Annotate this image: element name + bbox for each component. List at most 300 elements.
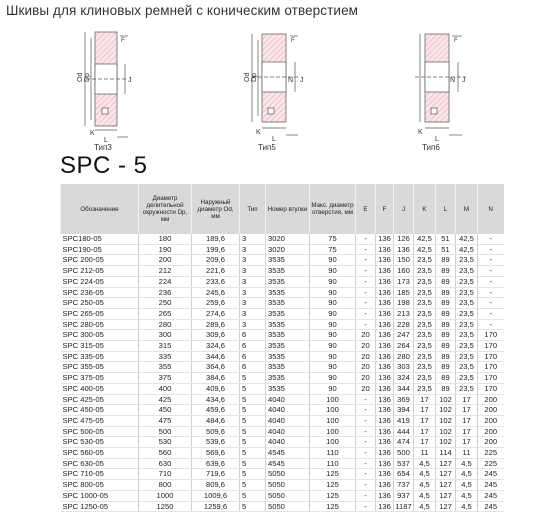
table-cell: - [356,394,376,405]
table-cell: 364,6 [192,362,240,373]
table-cell: 136 [376,276,394,287]
table-cell: 5 [240,415,266,426]
table-cell: 136 [376,362,394,373]
table-cell: 100 [310,394,356,405]
table-cell: 89 [436,298,456,309]
table-cell: 225 [478,458,504,469]
table-cell: - [356,437,376,448]
table-cell: 126 [394,234,414,244]
table-cell: 42,5 [414,234,436,244]
pulley-diagrams [0,24,560,152]
table-cell: 23,5 [456,341,478,352]
diagram-label-type6: Тип6 [422,143,440,152]
table-cell: 17 [456,394,478,405]
table-cell: 89 [436,255,456,266]
table-cell: 324 [394,373,414,384]
table-cell: 800 [139,480,192,491]
table-cell: 5 [240,405,266,416]
table-cell: 236 [139,287,192,298]
table-cell: 185 [394,287,414,298]
table-cell: 630 [139,458,192,469]
table-cell: 1187 [395,501,412,511]
table-cell: 209,6 [192,255,240,266]
table-cell: 136 [376,426,394,437]
table-cell: 136 [376,469,394,480]
table-cell: 3 [240,319,266,330]
table-cell: 1250 [139,501,192,512]
table-cell: 89 [436,383,456,394]
table-cell: 5 [240,501,266,512]
table-cell: 3535 [266,266,310,277]
table-cell: 4,5 [456,469,478,480]
table-cell: 809,6 [192,480,240,491]
table-cell: 127 [436,480,456,491]
table-cell: 89 [436,308,456,319]
table-cell: 198 [394,298,414,309]
table-cell: - [356,308,376,319]
table-cell: - [478,244,504,255]
table-cell: 136 [376,298,394,309]
table-cell: 228 [394,319,414,330]
table-cell: 23,5 [456,351,478,362]
table-cell: 20 [356,351,376,362]
table-cell: 937 [394,490,414,501]
table-cell: 90 [310,266,356,277]
spec-table [60,184,504,512]
table-cell: 23,5 [456,383,478,394]
table-cell: 136 [376,244,394,255]
table-cell: 5 [240,480,266,491]
table-cell: 136 [376,234,394,244]
table-cell: SPC 315-05 [61,341,139,352]
table-cell: 245 [478,480,504,491]
table-cell: - [478,266,504,277]
table-cell: 5050 [266,501,310,512]
dim-f-3: F [454,38,458,44]
table-cell: SPC 375-05 [61,373,139,384]
table-cell: SPC 300-05 [61,330,139,341]
table-cell: 90 [310,330,356,341]
table-row [61,426,504,437]
table-cell: 3020 [266,234,310,244]
table-cell: 23,5 [456,373,478,384]
table-cell: 4040 [266,415,310,426]
table-cell: 5 [240,458,266,469]
table-cell: 5 [240,373,266,384]
table-cell: 3535 [266,287,310,298]
table-cell: - [478,234,504,244]
table-cell: 189,6 [192,234,240,244]
table-cell: 102 [436,394,456,405]
dim-l-2: L [272,136,276,143]
table-cell: SPC 400-05 [61,383,139,394]
table-cell: 20 [356,362,376,373]
table-cell: - [478,287,504,298]
table-cell: 170 [478,341,504,352]
table-cell: 17 [414,437,436,448]
table-cell: 136 [394,244,414,255]
table-cell: - [356,469,376,480]
table-cell: 4,5 [414,458,436,469]
table-cell: 136 [376,373,394,384]
table-cell: 3535 [266,362,310,373]
table-cell: 409,6 [192,383,240,394]
table-cell: 125 [310,469,356,480]
table-cell: 90 [310,255,356,266]
table-cell: SPC 560-05 [61,448,139,459]
table-cell: 90 [310,373,356,384]
table-cell: 5 [240,394,266,405]
table-cell: 400 [139,383,192,394]
table-cell: 344 [394,383,414,394]
col-header-outer-diameter: Наружный диаметр Od, мм [192,184,240,234]
table-cell: 5 [240,426,266,437]
table-cell: SPC 1250-05 [61,501,139,512]
table-cell: 20 [356,383,376,394]
table-cell: 170 [478,383,504,394]
table-cell: 23,5 [414,373,436,384]
table-cell: 3 [240,244,266,255]
table-cell: 474 [394,437,414,448]
table-cell: 3535 [266,308,310,319]
table-cell: 5050 [266,490,310,501]
table-cell: 1009,6 [192,490,240,501]
table-cell: 23,5 [414,266,436,277]
table-row [61,458,504,469]
table-row [61,373,504,384]
table-cell: 200 [139,255,192,266]
table-cell: 136 [376,394,394,405]
table-cell: 4040 [266,426,310,437]
table-cell: 136 [376,415,394,426]
table-cell: 737 [394,480,414,491]
table-cell: 11 [456,448,478,459]
table-cell: SPC 450-05 [61,405,139,416]
table-row [61,319,504,330]
table-cell: 90 [310,308,356,319]
table-cell: 102 [436,437,456,448]
table-cell: 136 [376,287,394,298]
table-cell: 23,5 [456,308,478,319]
table-cell: 265 [139,308,192,319]
table-cell: 639,6 [192,458,240,469]
table-cell: 221,6 [192,266,240,277]
table-cell: 17 [414,426,436,437]
table-cell: SPC 425-05 [61,394,139,405]
table-body [61,234,504,512]
col-header-pitch-diameter: Диаметр делительной окружности Dp, мм [139,184,192,234]
table-cell: 394 [394,405,414,416]
table-cell: 23,5 [414,351,436,362]
table-cell: 23,5 [456,255,478,266]
table-cell: 90 [310,319,356,330]
table-cell: 654 [394,469,414,480]
col-header-max-bore: Макс. диаметр отверстия, мм [310,184,356,234]
dim-f-1: F [121,38,125,44]
table-cell: 100 [310,405,356,416]
table-cell: 309,6 [192,330,240,341]
table-cell: - [356,501,376,512]
col-header-j: J [394,184,414,234]
table-cell: 20 [356,373,376,384]
table-row [61,383,504,394]
table-row [61,469,504,480]
dim-od-1: Od [77,72,84,82]
table-cell: 5050 [266,480,310,491]
table-cell: 3535 [266,330,310,341]
table-row [61,234,504,244]
table-cell: 375 [139,373,192,384]
table-cell: 250 [139,298,192,309]
table-cell: 264 [394,341,414,352]
table-cell: 4,5 [414,469,436,480]
table-cell: 90 [310,362,356,373]
table-row [61,480,504,491]
table-cell: 3535 [266,383,310,394]
table-cell: 4,5 [414,480,436,491]
diagram-label-type5: Тип5 [258,143,276,152]
table-cell: 1000 [139,490,192,501]
table-cell: 719,6 [192,469,240,480]
col-header-f: F [376,184,394,234]
table-row [61,276,504,287]
table-cell: 369 [394,394,414,405]
table-cell: 4040 [266,437,310,448]
diagram-label-type3: Тип3 [94,143,112,152]
table-cell: 245 [478,469,504,480]
table-cell: 3 [240,276,266,287]
table-cell: 259,6 [192,298,240,309]
table-row [61,308,504,319]
table-cell: 3 [240,287,266,298]
table-cell: 4545 [266,458,310,469]
table-cell: 300 [139,330,192,341]
table-cell: 23,5 [414,276,436,287]
table-cell: 90 [310,351,356,362]
table-cell: 75 [310,234,356,244]
dim-j-2: J [300,77,304,84]
table-cell: 5 [240,437,266,448]
table-cell: - [356,266,376,277]
table-cell: - [478,298,504,309]
table-cell: 136 [376,437,394,448]
table-cell: 170 [478,373,504,384]
table-cell: SPC 212-05 [61,266,139,277]
table-cell: 136 [376,383,394,394]
table-cell: 200 [478,394,504,405]
table-cell: 23,5 [456,276,478,287]
table-cell: 23,5 [456,330,478,341]
dim-n-3: N [450,77,456,84]
table-cell: 90 [310,341,356,352]
table-cell: 20 [356,330,376,341]
table-cell: 450 [139,405,192,416]
table-cell: 4545 [266,448,310,459]
table-cell: 160 [394,266,414,277]
table-cell: - [356,298,376,309]
table-cell: 136 [376,255,394,266]
table-cell: - [478,255,504,266]
table-cell: 344,6 [192,351,240,362]
table-cell: 125 [310,490,356,501]
table-cell: 110 [310,458,356,469]
table-cell: - [356,480,376,491]
table-cell: 560 [139,448,192,459]
diagram-type3 [85,32,128,137]
table-cell: 3 [240,266,266,277]
table-cell: 150 [394,255,414,266]
dim-dp-2: Dp [251,73,258,82]
table-cell: 136 [376,405,394,416]
table-cell: 245 [478,490,504,501]
table-cell: 3535 [266,255,310,266]
col-header-bushing: Номер втулки [266,184,310,234]
table-cell: SPC 800-05 [61,480,139,491]
table-cell: 170 [478,362,504,373]
table-cell: 102 [436,426,456,437]
table-row [61,437,504,448]
table-cell: 100 [310,415,356,426]
table-cell: 335 [139,351,192,362]
table-cell: - [478,276,504,287]
table-cell: 89 [436,319,456,330]
table-cell: 23,5 [414,362,436,373]
table-header-row [61,184,504,234]
table-cell: 6 [240,330,266,341]
table-cell: 17 [456,437,478,448]
table-cell: 11 [414,448,436,459]
table-cell: 710 [139,469,192,480]
table-cell: 102 [436,415,456,426]
dim-k-2: K [256,129,261,136]
table-row [61,351,504,362]
table-cell: - [356,255,376,266]
table-row [61,287,504,298]
table-row [61,341,504,352]
table-cell: 136 [376,308,394,319]
table-cell: 3 [240,255,266,266]
table-cell: 4,5 [456,458,478,469]
table-cell: - [356,426,376,437]
col-header-k: K [414,184,436,234]
table-cell: 4040 [266,394,310,405]
dim-od-2: Od [244,72,251,82]
table-cell: 23,5 [414,308,436,319]
table-cell: 200 [478,426,504,437]
table-cell: 3 [240,298,266,309]
table-cell: 6 [240,341,266,352]
table-cell: 23,5 [456,319,478,330]
table-cell: - [356,319,376,330]
table-cell: 3535 [266,351,310,362]
spec-table-wrapper [60,184,503,512]
table-cell: SPC 500-05 [61,426,139,437]
table-cell: 17 [456,415,478,426]
table-cell: 89 [436,341,456,352]
table-cell: 200 [478,415,504,426]
table-cell: 233,6 [192,276,240,287]
table-cell: 42,5 [456,234,478,244]
table-cell: 136 [376,490,394,501]
table-cell: 180 [139,234,192,244]
table-cell: 136 [376,501,394,512]
model-heading: SPC - 5 [60,152,148,179]
table-cell: 17 [456,426,478,437]
table-row [61,415,504,426]
table-cell: 42,5 [456,244,478,255]
table-cell: 17 [414,415,436,426]
table-cell: - [356,234,376,244]
col-header-l: L [436,184,456,234]
table-cell: 110 [310,448,356,459]
table-cell: 444 [394,426,414,437]
page-title: Шкивы для клиновых ремней с коническим отверстием [6,3,359,18]
dim-j-1: J [128,77,132,84]
dim-l-3: L [435,136,439,143]
table-cell: 173 [394,276,414,287]
table-cell: 5 [240,448,266,459]
table-cell: SPC180-05 [61,234,139,244]
table-cell: 90 [310,383,356,394]
col-header-type: Тип [240,184,266,234]
dim-j-3: J [462,77,466,84]
table-cell: 475 [139,415,192,426]
table-cell: 89 [436,266,456,277]
table-row [61,244,504,255]
table-cell: 225 [478,448,504,459]
table-row [61,490,504,501]
table-cell: - [356,458,376,469]
table-cell: 3020 [266,244,310,255]
table-cell: 23,5 [414,319,436,330]
table-cell: 127 [436,469,456,480]
table-cell: 200 [478,405,504,416]
table-cell: - [356,244,376,255]
table-cell: 419 [394,415,414,426]
table-cell: 280 [394,351,414,362]
table-cell: 23,5 [456,298,478,309]
table-cell: SPC190-05 [61,244,139,255]
table-cell: 459,6 [192,405,240,416]
table-cell: 303 [394,362,414,373]
table-row [61,266,504,277]
table-cell: 136 [376,458,394,469]
table-cell: 569,6 [192,448,240,459]
table-cell: 289,6 [192,319,240,330]
table-row [61,255,504,266]
dim-k-1: K [90,130,95,137]
table-cell: 89 [436,276,456,287]
table-cell: 17 [456,405,478,416]
table-cell: 5050 [266,469,310,480]
table-cell: SPC 710-05 [61,469,139,480]
table-cell: 23,5 [456,266,478,277]
table-cell: 23,5 [414,298,436,309]
table-cell: 23,5 [456,362,478,373]
table-cell: 5 [240,383,266,394]
table-cell: 245,6 [192,287,240,298]
table-row [61,362,504,373]
table-cell: 127 [436,458,456,469]
col-header-designation: Обозначение [61,184,139,234]
table-cell: 42,5 [414,244,436,255]
table-cell: 274,6 [192,308,240,319]
table-cell: SPC 200-05 [61,255,139,266]
table-cell: 51 [436,244,456,255]
table-cell: 500 [394,448,414,459]
table-row [61,330,504,341]
table-cell: 17 [414,394,436,405]
